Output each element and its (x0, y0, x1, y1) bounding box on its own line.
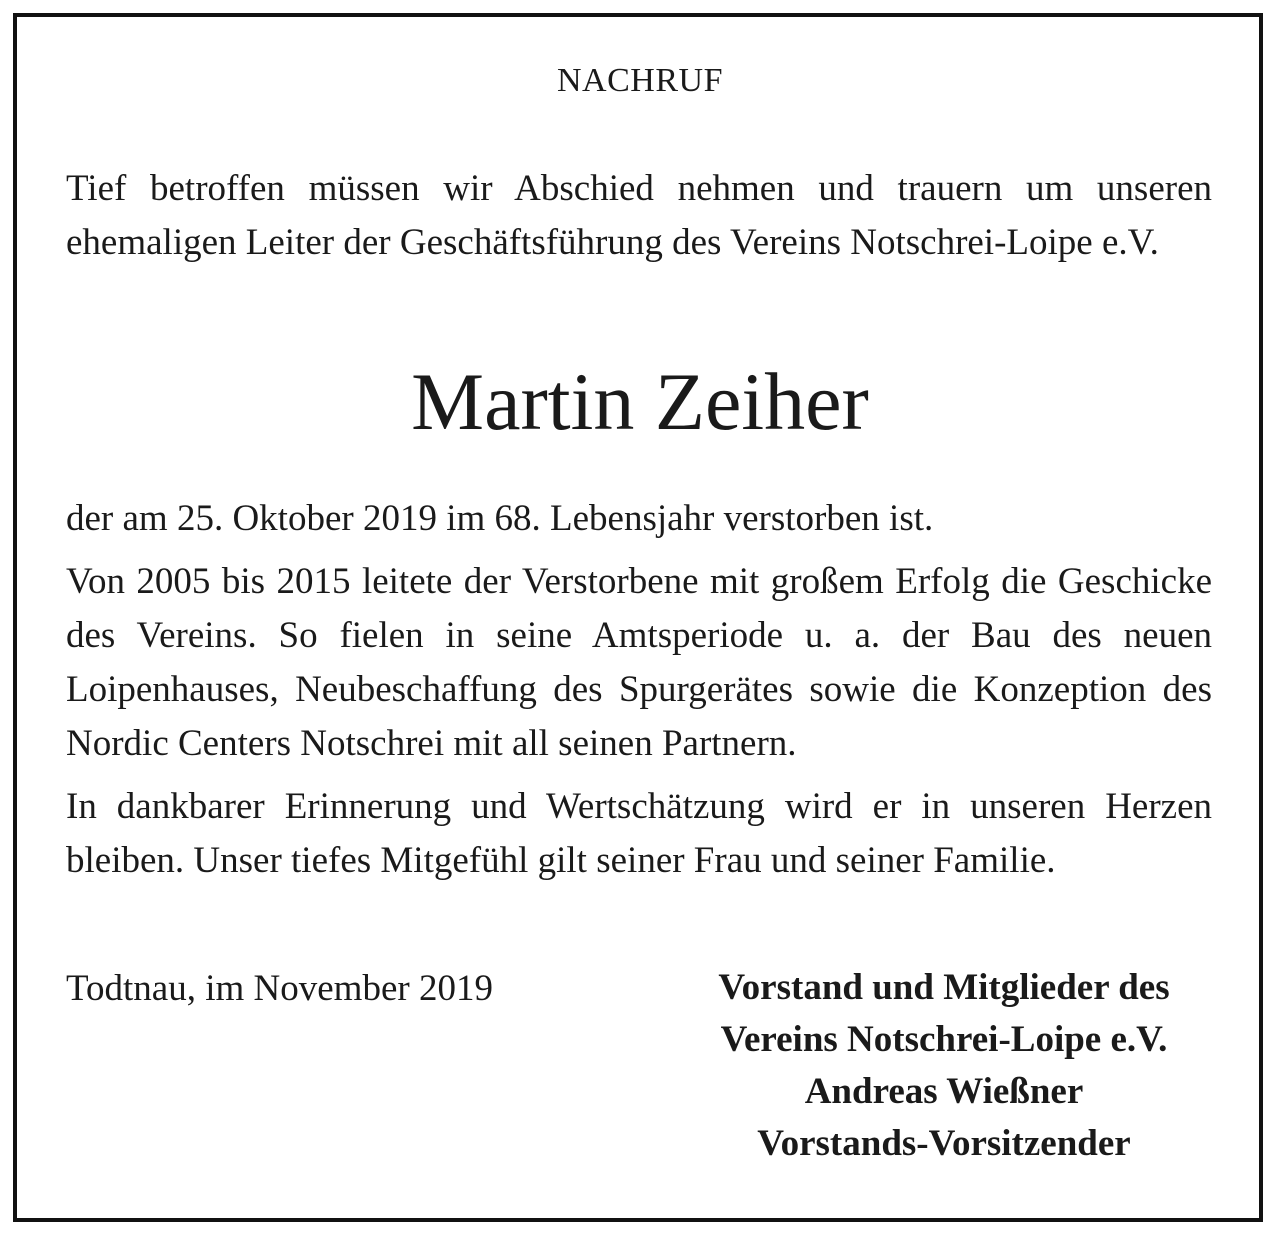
tenure-paragraph: Von 2005 bis 2015 leitete der Verstorbene mit großem Erfolg die Geschicke des Vereins. So fielen in seine Amtsperiode u. a. der Bau des neuen Loipenhauses, Neubeschaffung des Spurgerätes sowie die Konzeption des Nordic Centers Notschrei mit all seinen Partnern. (66, 561, 1212, 764)
signature-role: Vorstands-Vorsitzender (757, 1123, 1131, 1164)
notice-heading: NACHRUF (557, 62, 723, 99)
place-date: Todtnau, im November 2019 (66, 968, 493, 1009)
remembrance-paragraph: In dankbarer Erinnerung und Wertschätzung wird er in unseren Herzen bleiben. Unser tiefes Mitgefühl gilt seiner Frau und seiner Familie. (66, 786, 1212, 881)
signature-line: Vereins Notschrei-Loipe e.V. (720, 1019, 1168, 1060)
signature-block (640, 962, 1248, 1170)
intro-paragraph: Tief betroffen müssen wir Abschied nehmen und trauern um unseren ehemaligen Leiter der Geschäftsführung des Vereins Notschrei-Loipe e.V. (66, 168, 1212, 263)
death-paragraph: der am 25. Oktober 2019 im 68. Lebensjahr verstorben ist. (66, 498, 934, 539)
signature-name: Andreas Wießner (804, 1071, 1084, 1112)
signature-line: Vorstand und Mitglieder des (718, 967, 1170, 1008)
deceased-name: Martin Zeiher (411, 356, 869, 447)
